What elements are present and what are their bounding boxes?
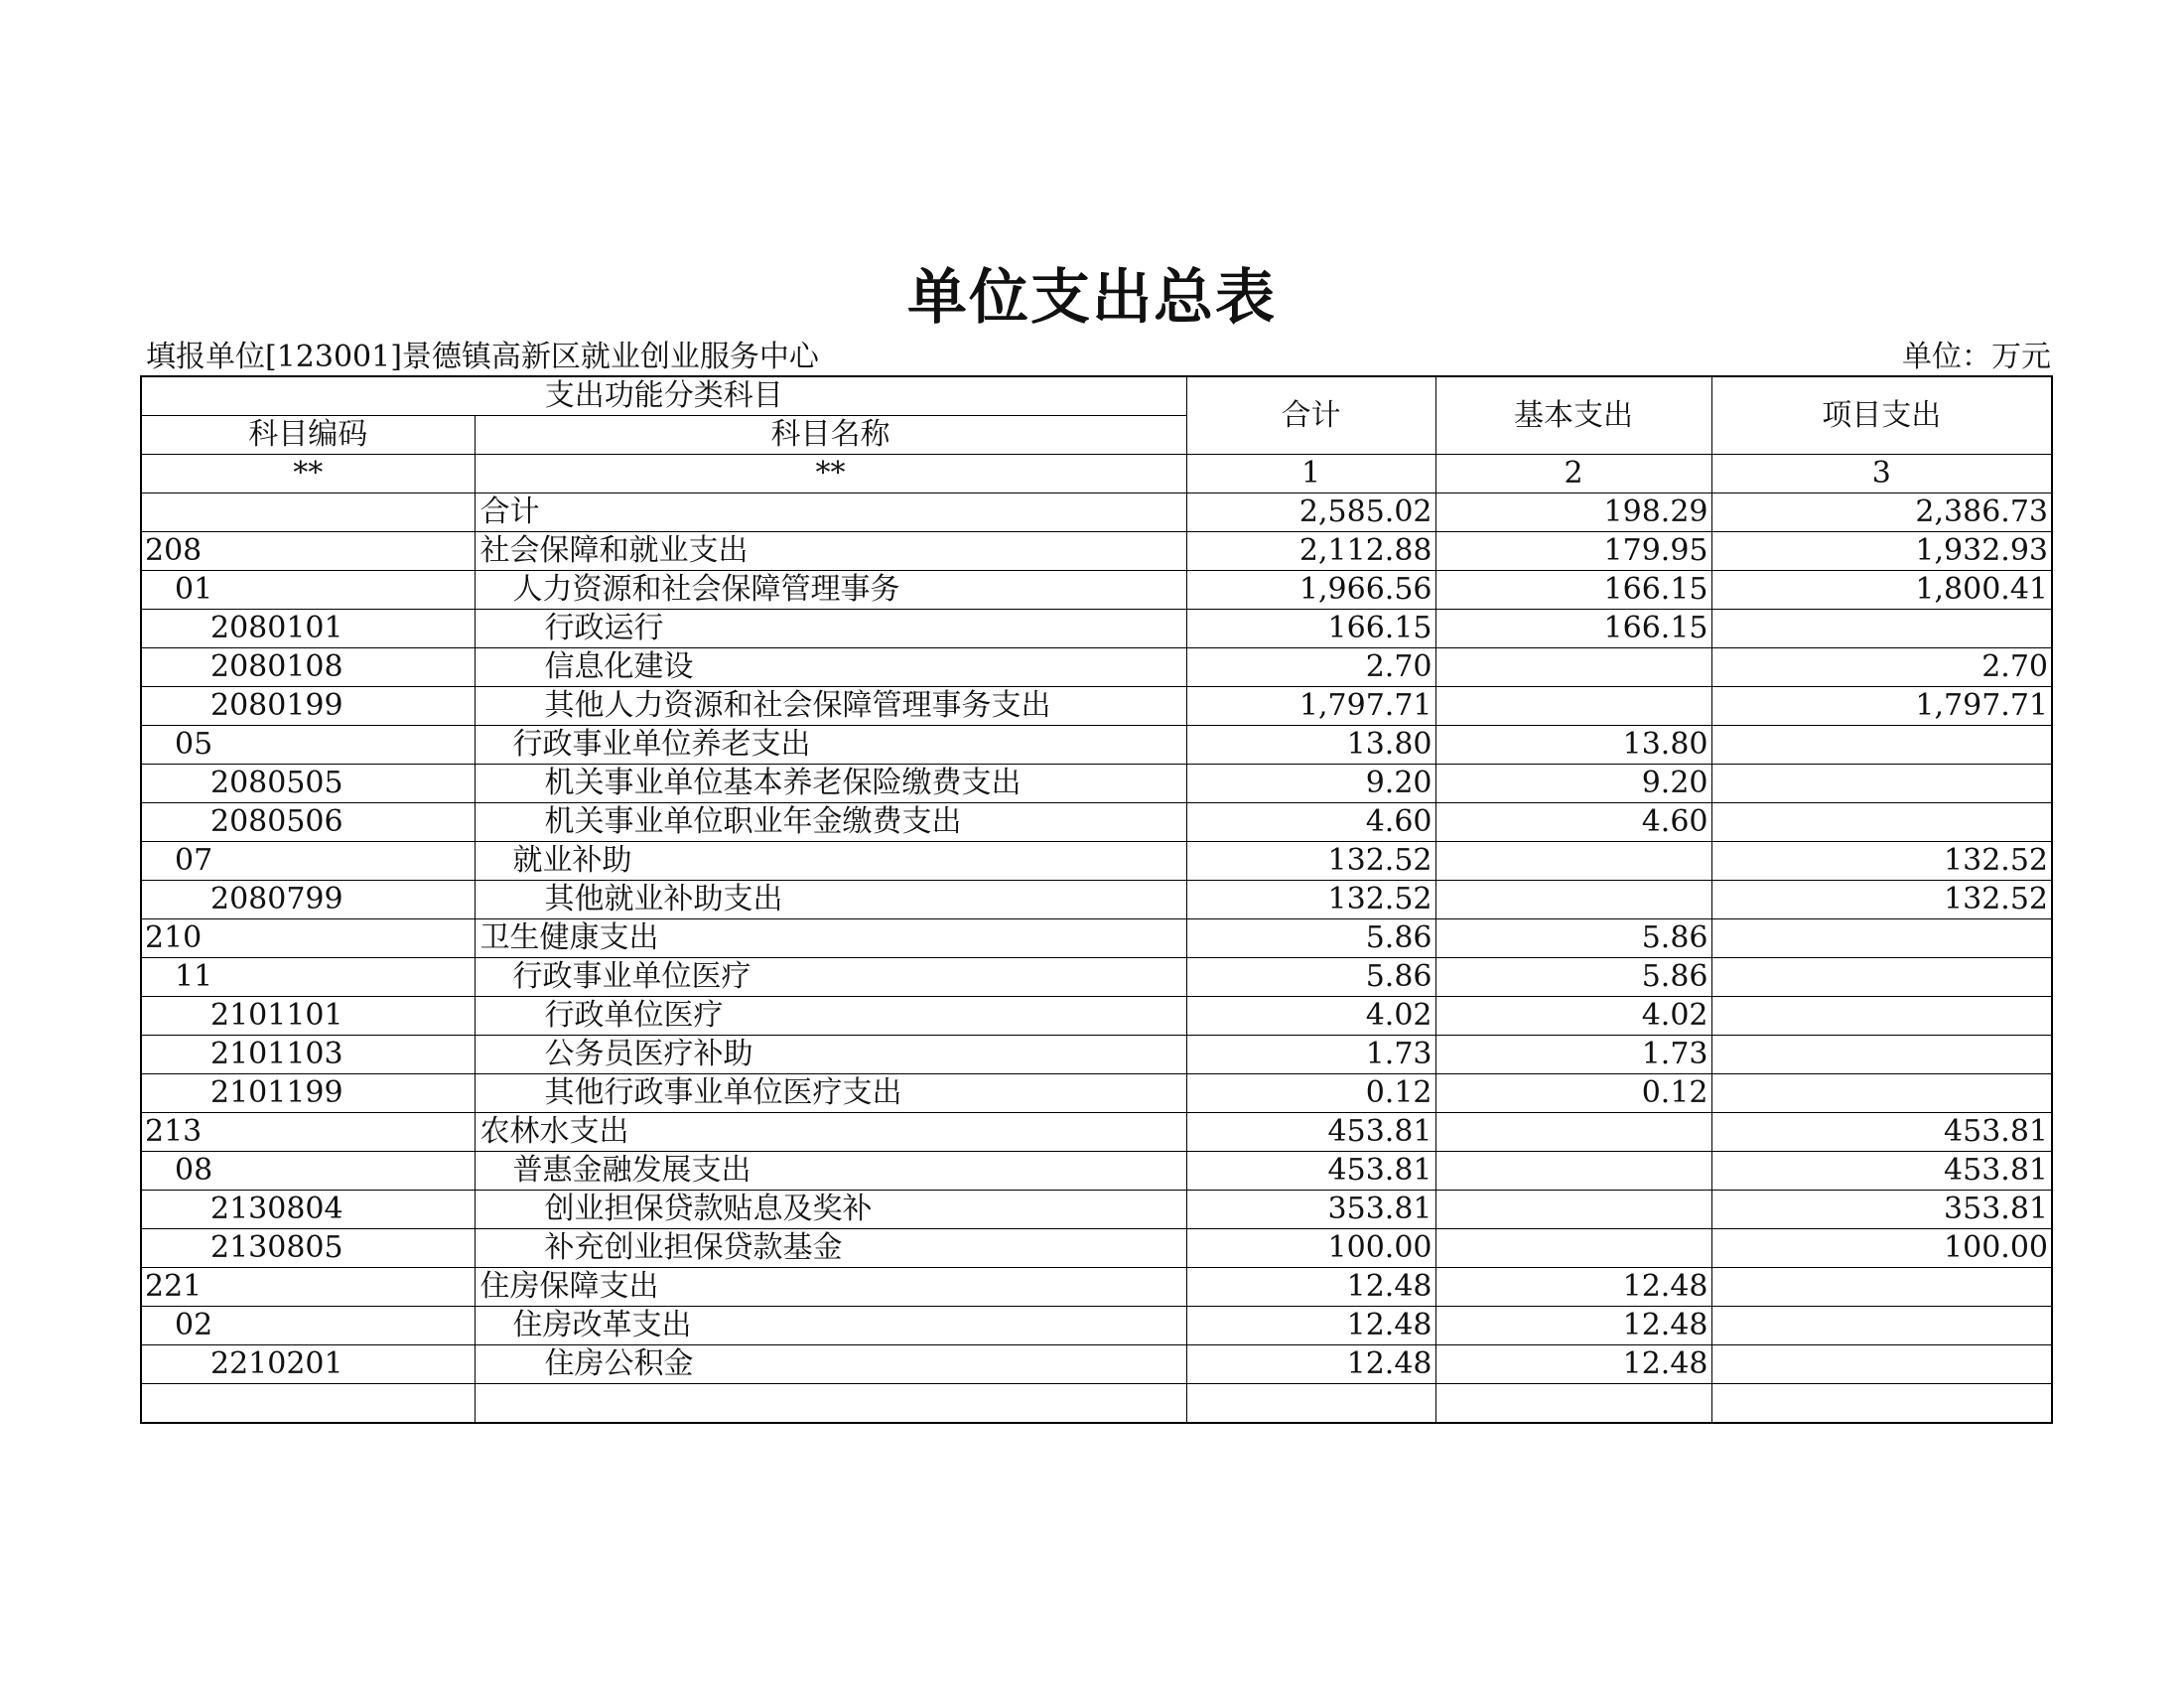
- row-project: [1711, 803, 2052, 842]
- table-row: [141, 1345, 2052, 1384]
- expenditure-table: [140, 375, 2053, 1424]
- header-basic: 基本支出: [1435, 376, 1711, 455]
- row-project: [1711, 1384, 2052, 1424]
- table-row: [141, 1229, 2052, 1268]
- row-project: [1711, 765, 2052, 803]
- row-name: 住房改革支出: [475, 1307, 1186, 1345]
- row-name: 行政事业单位医疗: [475, 958, 1186, 997]
- row-basic: 5.86: [1435, 919, 1711, 958]
- row-name: 其他人力资源和社会保障管理事务支出: [475, 687, 1186, 726]
- table-row: [141, 687, 2052, 726]
- row-name: 其他就业补助支出: [475, 881, 1186, 919]
- row-total: 5.86: [1186, 919, 1435, 958]
- row-total: 12.48: [1186, 1307, 1435, 1345]
- table-row: [141, 648, 2052, 687]
- row-total: 166.15: [1186, 610, 1435, 648]
- table-row: [141, 1191, 2052, 1229]
- row-project: 353.81: [1711, 1191, 2052, 1229]
- row-name: 人力资源和社会保障管理事务: [475, 571, 1186, 610]
- row-code: 05: [141, 726, 475, 765]
- row-total: [1186, 1384, 1435, 1424]
- row-total: 132.52: [1186, 881, 1435, 919]
- row-basic: [1435, 1384, 1711, 1424]
- row-name: 住房公积金: [475, 1345, 1186, 1384]
- row-project: [1711, 1074, 2052, 1113]
- row-name: 信息化建设: [475, 648, 1186, 687]
- row-code: 08: [141, 1152, 475, 1191]
- header-function-group: 支出功能分类科目: [141, 376, 1186, 416]
- row-name: 行政单位医疗: [475, 997, 1186, 1036]
- table-row: [141, 1268, 2052, 1307]
- row-code: 213: [141, 1113, 475, 1152]
- row-name: 普惠金融发展支出: [475, 1152, 1186, 1191]
- row-basic: [1435, 1113, 1711, 1152]
- row-basic: [1435, 687, 1711, 726]
- row-code: [141, 1384, 475, 1424]
- row-code: 2101101: [141, 997, 475, 1036]
- row-basic: 198.29: [1435, 493, 1711, 532]
- row-code: 208: [141, 532, 475, 571]
- row-project: [1711, 958, 2052, 997]
- row-project: 453.81: [1711, 1113, 2052, 1152]
- row-total: 353.81: [1186, 1191, 1435, 1229]
- row-total: 2,112.88: [1186, 532, 1435, 571]
- table-row: [141, 958, 2052, 997]
- row-name: 农林水支出: [475, 1113, 1186, 1152]
- header-name: 科目名称: [475, 416, 1186, 455]
- row-project: [1711, 1268, 2052, 1307]
- row-total: 2.70: [1186, 648, 1435, 687]
- row-basic: 9.20: [1435, 765, 1711, 803]
- table-row: [141, 919, 2052, 958]
- row-code: 2101103: [141, 1036, 475, 1074]
- row-code: 2080101: [141, 610, 475, 648]
- row-project: 1,932.93: [1711, 532, 2052, 571]
- row-basic: 12.48: [1435, 1307, 1711, 1345]
- row-basic: [1435, 1152, 1711, 1191]
- row-project: 453.81: [1711, 1152, 2052, 1191]
- table-row: [141, 532, 2052, 571]
- row-total: 12.48: [1186, 1268, 1435, 1307]
- currency-unit: 单位：万元: [1902, 340, 2051, 374]
- table-row: [141, 1307, 2052, 1345]
- row-code: 2080799: [141, 881, 475, 919]
- row-project: 2,386.73: [1711, 493, 2052, 532]
- row-basic: 4.60: [1435, 803, 1711, 842]
- row-code: 2080199: [141, 687, 475, 726]
- row-total: 13.80: [1186, 726, 1435, 765]
- row-project: [1711, 610, 2052, 648]
- table-row: [141, 726, 2052, 765]
- row-basic: 1.73: [1435, 1036, 1711, 1074]
- row-project: [1711, 919, 2052, 958]
- row-total: 132.52: [1186, 842, 1435, 881]
- row-name: 创业担保贷款贴息及奖补: [475, 1191, 1186, 1229]
- row-code: 2130805: [141, 1229, 475, 1268]
- row-name: 行政事业单位养老支出: [475, 726, 1186, 765]
- row-name: 社会保障和就业支出: [475, 532, 1186, 571]
- row-total: 1,966.56: [1186, 571, 1435, 610]
- header-code-star: **: [141, 455, 475, 493]
- table-row: [141, 765, 2052, 803]
- table-row: [141, 1384, 2052, 1424]
- row-total: 4.02: [1186, 997, 1435, 1036]
- row-total: 2,585.02: [1186, 493, 1435, 532]
- row-code: 2080506: [141, 803, 475, 842]
- row-basic: 5.86: [1435, 958, 1711, 997]
- row-basic: 12.48: [1435, 1268, 1711, 1307]
- row-basic: 166.15: [1435, 571, 1711, 610]
- row-project: [1711, 1345, 2052, 1384]
- row-code: 2130804: [141, 1191, 475, 1229]
- page-title: 单位支出总表: [907, 263, 1277, 333]
- table-row: [141, 1036, 2052, 1074]
- table-row: [141, 881, 2052, 919]
- row-code: 07: [141, 842, 475, 881]
- row-code: 2080108: [141, 648, 475, 687]
- row-basic: 166.15: [1435, 610, 1711, 648]
- table-row: [141, 997, 2052, 1036]
- row-total: 0.12: [1186, 1074, 1435, 1113]
- table-row: [141, 1074, 2052, 1113]
- row-code: 2080505: [141, 765, 475, 803]
- row-code: 02: [141, 1307, 475, 1345]
- row-code: 210: [141, 919, 475, 958]
- row-name: 补充创业担保贷款基金: [475, 1229, 1186, 1268]
- row-project: [1711, 726, 2052, 765]
- table-row: [141, 803, 2052, 842]
- row-name: 机关事业单位基本养老保险缴费支出: [475, 765, 1186, 803]
- row-total: 1.73: [1186, 1036, 1435, 1074]
- row-name: 住房保障支出: [475, 1268, 1186, 1307]
- row-project: 132.52: [1711, 881, 2052, 919]
- row-project: 1,800.41: [1711, 571, 2052, 610]
- row-name: 其他行政事业单位医疗支出: [475, 1074, 1186, 1113]
- row-basic: [1435, 842, 1711, 881]
- row-basic: [1435, 881, 1711, 919]
- row-total: 9.20: [1186, 765, 1435, 803]
- row-name: [475, 1384, 1186, 1424]
- row-basic: 0.12: [1435, 1074, 1711, 1113]
- header-project: 项目支出: [1711, 376, 2052, 455]
- row-code: 2101199: [141, 1074, 475, 1113]
- row-name: 机关事业单位职业年金缴费支出: [475, 803, 1186, 842]
- table-row: [141, 842, 2052, 881]
- row-code: 11: [141, 958, 475, 997]
- row-project: 100.00: [1711, 1229, 2052, 1268]
- row-project: [1711, 1307, 2052, 1345]
- table-row: [141, 1113, 2052, 1152]
- table-row: [141, 610, 2052, 648]
- row-total: 4.60: [1186, 803, 1435, 842]
- row-total: 453.81: [1186, 1113, 1435, 1152]
- header-col-number-1: 1: [1186, 455, 1435, 493]
- row-name: 卫生健康支出: [475, 919, 1186, 958]
- row-code: 01: [141, 571, 475, 610]
- header-code: 科目编码: [141, 416, 475, 455]
- row-total: 453.81: [1186, 1152, 1435, 1191]
- row-name: 合计: [475, 493, 1186, 532]
- row-code: 221: [141, 1268, 475, 1307]
- row-total: 100.00: [1186, 1229, 1435, 1268]
- row-project: 132.52: [1711, 842, 2052, 881]
- row-total: 12.48: [1186, 1345, 1435, 1384]
- row-code: [141, 493, 475, 532]
- row-name: 公务员医疗补助: [475, 1036, 1186, 1074]
- row-project: 1,797.71: [1711, 687, 2052, 726]
- table-row: [141, 493, 2052, 532]
- row-basic: [1435, 1229, 1711, 1268]
- row-name: 行政运行: [475, 610, 1186, 648]
- row-code: 2210201: [141, 1345, 475, 1384]
- row-project: 2.70: [1711, 648, 2052, 687]
- row-total: 1,797.71: [1186, 687, 1435, 726]
- table-body: [141, 493, 2052, 1424]
- table-row: [141, 1152, 2052, 1191]
- table-row: [141, 571, 2052, 610]
- header-col-number-3: 3: [1711, 455, 2052, 493]
- row-name: 就业补助: [475, 842, 1186, 881]
- row-basic: 12.48: [1435, 1345, 1711, 1384]
- row-basic: [1435, 648, 1711, 687]
- row-project: [1711, 997, 2052, 1036]
- reporting-unit: 填报单位[123001]景德镇高新区就业创业服务中心: [146, 340, 819, 374]
- row-project: [1711, 1036, 2052, 1074]
- header-name-star: **: [475, 455, 1186, 493]
- row-basic: 179.95: [1435, 532, 1711, 571]
- header-total: 合计: [1186, 376, 1435, 455]
- row-basic: 4.02: [1435, 997, 1711, 1036]
- row-basic: [1435, 1191, 1711, 1229]
- row-total: 5.86: [1186, 958, 1435, 997]
- row-basic: 13.80: [1435, 726, 1711, 765]
- header-col-number-2: 2: [1435, 455, 1711, 493]
- table-header: [141, 376, 2052, 493]
